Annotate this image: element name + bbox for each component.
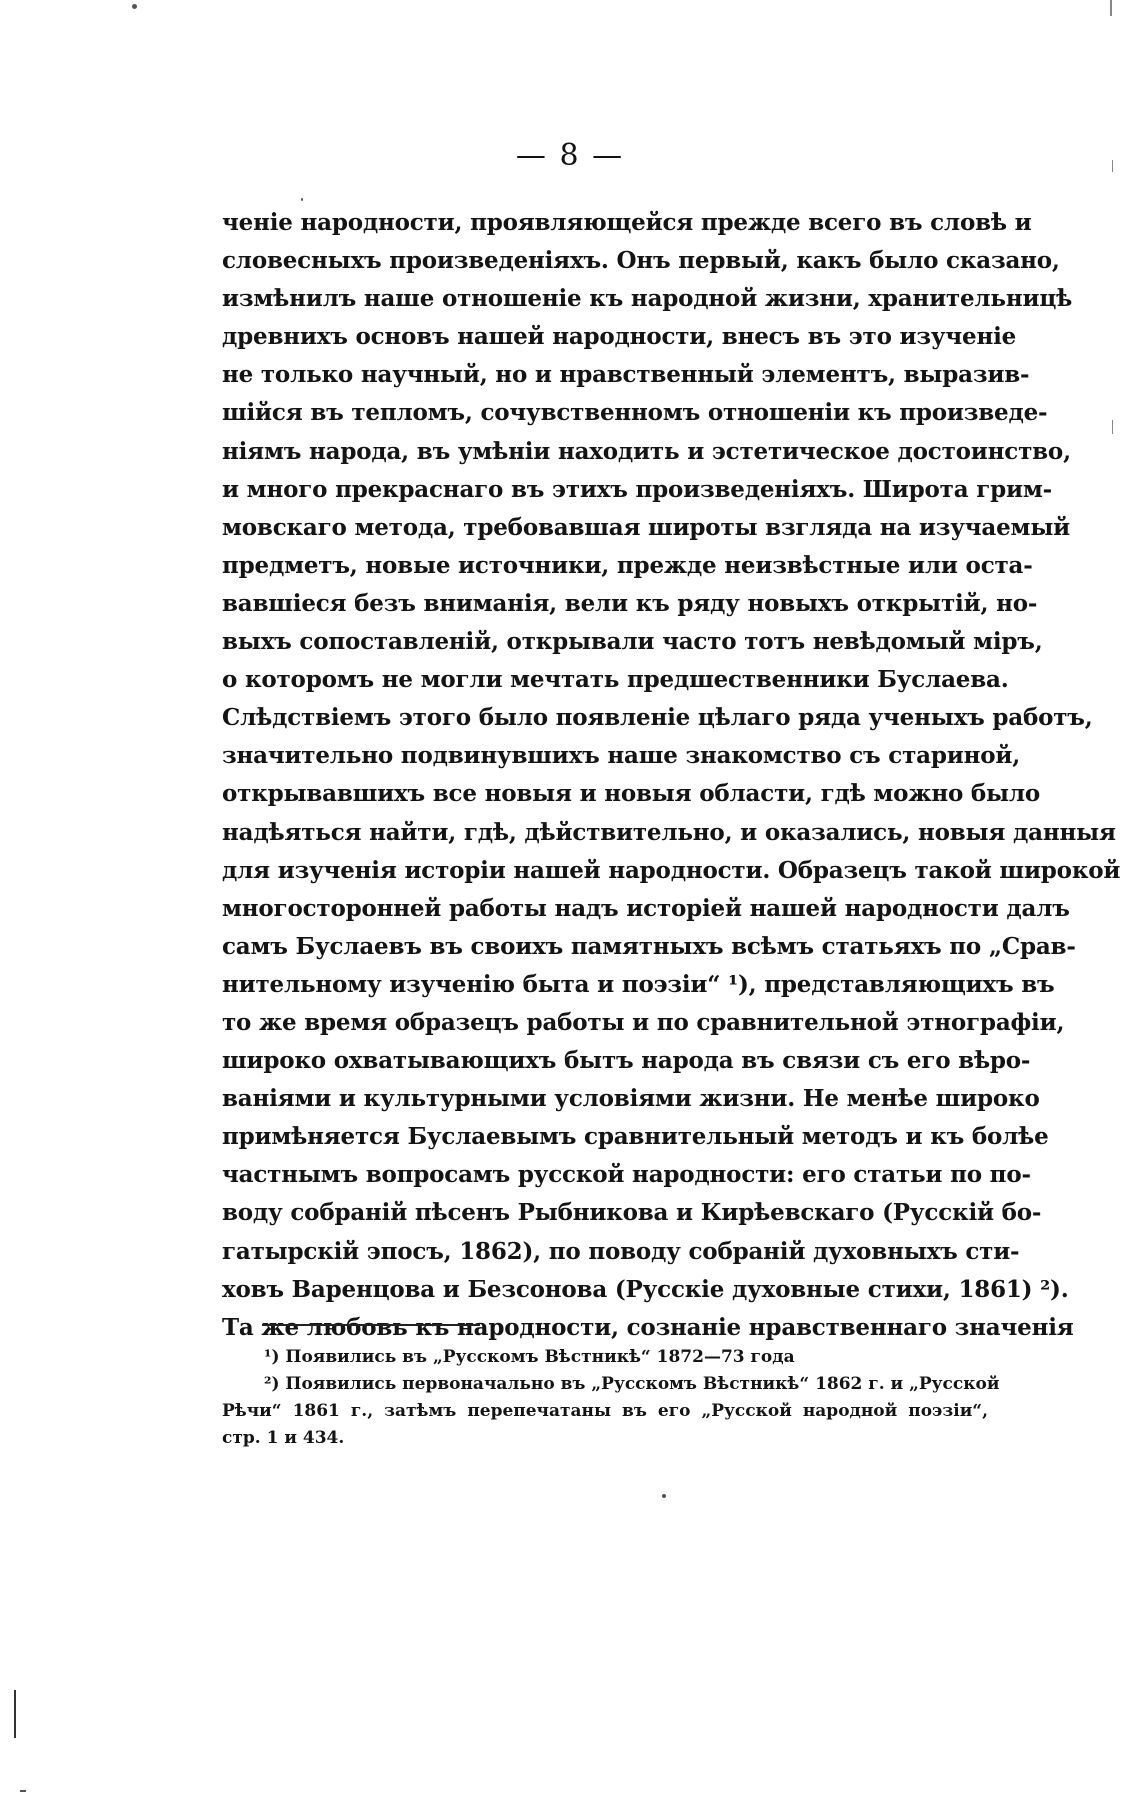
footnotes — [222, 1344, 1000, 1452]
scan-speck — [662, 1494, 666, 1498]
footnote-2-continued: Рѣчи“ 1861 г., затѣмъ перепечатаны въ его „Русской народной поэзіи“, — [222, 1401, 988, 1421]
body-text — [222, 204, 1121, 1347]
text-line: воду собраній пѣсенъ Рыбникова и Кирѣевскаго (Русскій бо- — [222, 1199, 1042, 1227]
text-line: не только научный, но и нравственный элементъ, выразив- — [222, 361, 1030, 389]
scan-edge-mark — [14, 1690, 16, 1738]
text-line: многосторонней работы надъ исторіей нашей народности далъ — [222, 894, 1070, 922]
text-line: предметъ, новые источники, прежде неизвѣстные или оста- — [222, 551, 1033, 579]
text-line: ховъ Варенцова и Безсонова (Русскіе духовные стихи, 1861) ²). — [222, 1275, 1069, 1303]
scan-edge-mark — [1112, 420, 1113, 434]
text-line: для изученія исторіи нашей народности. Образецъ такой широкой — [222, 856, 1121, 884]
scan-edge-mark — [1110, 0, 1112, 16]
text-line: вавшіеся безъ вниманія, вели къ ряду новыхъ открытій, но- — [222, 589, 1038, 617]
footnote-divider — [262, 1324, 480, 1326]
text-line: значительно подвинувшихъ наше знакомство съ стариной, — [222, 742, 1021, 770]
text-line: примѣняется Буслаевымъ сравнительный методъ и къ болѣе — [222, 1123, 1049, 1151]
text-line: Слѣдствіемъ этого было появленіе цѣлаго ряда ученыхъ работъ, — [222, 704, 1093, 732]
text-line: и много прекраснаго въ этихъ произведеніяхъ. Широта грим- — [222, 475, 1052, 503]
scan-edge-mark — [1112, 160, 1113, 172]
text-line: шійся въ тепломъ, сочувственномъ отношеніи къ произведе- — [222, 399, 1048, 427]
page-number: — 8 — — [515, 138, 625, 173]
scan-edge-mark — [20, 1790, 26, 1792]
text-line: нительному изученію быта и поэзіи“ ¹), представляющихъ въ — [222, 970, 1055, 998]
scan-speck — [301, 198, 303, 201]
text-line: мовскаго метода, требовавшая широты взгляда на изучаемый — [222, 513, 1071, 541]
text-line: измѣнилъ наше отношеніе къ народной жизни, хранительницѣ — [222, 285, 1073, 313]
text-line: открывавшихъ все новыя и новыя области, гдѣ можно было — [222, 780, 1041, 808]
text-line: ніямъ народа, въ умѣніи находить и эстетическое достоинство, — [222, 437, 1071, 465]
text-line: словесныхъ произведеніяхъ. Онъ первый, какъ было сказано, — [222, 247, 1060, 275]
text-line: частнымъ вопросамъ русской народности: его статьи по по- — [222, 1161, 1031, 1189]
text-line: то же время образецъ работы и по сравнительной этнографіи, — [222, 1008, 1065, 1036]
footnote-1: ¹) Появились въ „Русскомъ Вѣстникѣ“ 1872—73 года — [264, 1347, 795, 1367]
text-line: Та же любовь къ народности, сознаніе нравственнаго значенія — [222, 1313, 1074, 1341]
text-line: выхъ сопоставленій, открывали часто тотъ невѣдомый міръ, — [222, 628, 1043, 656]
text-line: древнихъ основъ нашей народности, внесъ въ это изученіе — [222, 323, 1017, 351]
text-line: надѣяться найти, гдѣ, дѣйствительно, и оказались, новыя данныя — [222, 818, 1116, 846]
text-line: ваніями и культурными условіями жизни. Не менѣе широко — [222, 1085, 1040, 1113]
text-line: гатырскій эпосъ, 1862), по поводу собраній духовныхъ сти- — [222, 1237, 1020, 1265]
text-line: широко охватывающихъ бытъ народа въ связи съ его вѣро- — [222, 1047, 1031, 1075]
scan-speck — [132, 4, 137, 9]
text-line: самъ Буслаевъ въ своихъ памятныхъ всѣмъ статьяхъ по „Срав- — [222, 932, 1076, 960]
text-line: ченіе народности, проявляющейся прежде всего въ словѣ и — [222, 209, 1032, 236]
footnote-2-end: стр. 1 и 434. — [222, 1428, 345, 1448]
text-line: о которомъ не могли мечтать предшественники Буслаева. — [222, 666, 1009, 694]
footnote-2: ²) Появились первоначально въ „Русскомъ Вѣстникѣ“ 1862 г. и „Русской — [264, 1374, 1000, 1394]
